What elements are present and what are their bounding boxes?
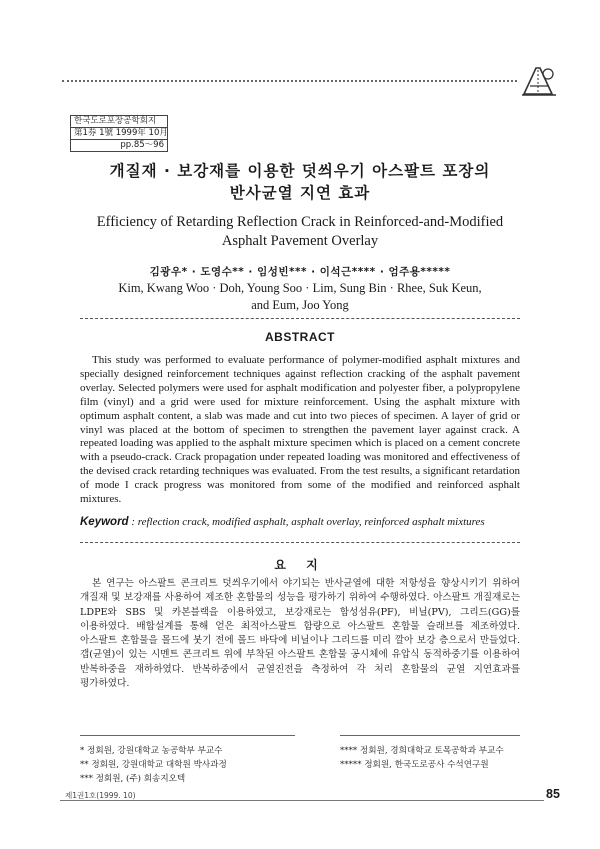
journal-name: 한국도로포장공학회지 bbox=[71, 116, 167, 128]
korean-title-line1: 개질재 · 보강재를 이용한 덧씌우기 아스팔트 포장의 bbox=[109, 162, 491, 180]
footnote-rule-left bbox=[80, 735, 295, 736]
korean-title bbox=[0, 160, 600, 204]
footnote-rule-right bbox=[340, 735, 520, 736]
journal-logo-icon bbox=[520, 64, 558, 98]
korean-title-line2: 반사균열 지연 효과 bbox=[229, 184, 371, 202]
abstract-top-rule bbox=[80, 318, 520, 319]
footnote-item: *** 정회원, (주) 회송지오텍 bbox=[80, 774, 186, 784]
footnotes-left bbox=[80, 744, 227, 786]
authors-english bbox=[0, 280, 600, 314]
authors-english-line2: and Eum, Joo Yong bbox=[251, 298, 349, 312]
footer-issue: 제1권1호(1999. 10) bbox=[65, 791, 136, 800]
keywords-bottom-rule bbox=[80, 542, 520, 543]
page-number: 85 bbox=[546, 787, 560, 801]
journal-info-box bbox=[70, 115, 168, 152]
summary-text: 본 연구는 아스팔트 콘크리트 덧씌우기에서 야기되는 반사균열에 대한 저항성을 향상시키기 위하여 개질재 및 보강재를 사용하여 제조한 혼합물의 성능을 평가하기 위하여 수행하였다. 아스팔트 개질재로는 LDPE와 SBS 및 카본블랙을 이용하였고, 보강재로는 합성섬유(PF), 비닐(PV), 그리드(GG)를 이용하였다. 배합설계를 통해 얻은 최적아스팔트 함량으로 아스팔트 혼합물 슬래브를 제조하였다. 아스팔트 혼합물을 몰드에 붓기 전에 몰드 바닥에 비닐이나 그리드를 미리 깔아 보강 층으로서 만들었다. 갭(균열)이 있는 시멘트 콘크리트 위에 부착된 아스팔트 혼합물 공시체에 유압식 동적하중기를 이용하여 반복하중을 재하하였다. 반복하중에서 균열진전을 측정하여 각 처리 혼합물의 균열 지연효과를 평가하였다. bbox=[80, 578, 520, 690]
english-title bbox=[0, 213, 600, 251]
summary-heading: 요 지 bbox=[274, 558, 326, 572]
footnote-item: **** 정회원, 경희대학교 토목공학과 부교수 bbox=[340, 746, 504, 756]
abstract-heading: ABSTRACT bbox=[265, 330, 335, 344]
english-title-line2: Asphalt Pavement Overlay bbox=[221, 233, 379, 249]
abstract-text: This study was performed to evaluate performance of polymer-modified asphalt mixtures and specially designed reinforcement techniques against reflection cracking of the asphalt pavement overlay. Selected polymers were used for asphalt modification and polyester fiber, a polypropylene film (vinyl) and a grid were used for mixture reinforcement. Using the asphalt mixture with optimum asphalt content, a slab was made and cut into two pieces of specimen. A layer of grid or vinyl was placed at the bottom of specimen to strengthen the pavement layer against crack. A repeated loading was applied to the asphalt mixture specimen which is placed on a cement concrete with a pseudo-crack. Crack propagation under repeated loading was monitored and effectiveness of the devised crack retarding techniques was evaluated. From the test results, a significant retardation of mode I crack progress was monitored from some of the modified and reinforced asphalt mixtures. bbox=[80, 354, 520, 506]
keywords-text: : reflection crack, modified asphalt, asphalt overlay, reinforced asphalt mixtures bbox=[131, 516, 485, 528]
journal-volume-issue: 第1券 1號 1999年 10月 bbox=[71, 128, 167, 140]
english-title-line1: Efficiency of Retarding Reflection Crack in Reinforced-and-Modified bbox=[96, 214, 504, 230]
footnotes-right bbox=[340, 744, 504, 772]
footnote-item: ***** 정회원, 한국도로공사 수석연구원 bbox=[340, 760, 489, 770]
journal-pages: pp.85～96 bbox=[120, 140, 164, 150]
keywords-line bbox=[80, 516, 540, 528]
footnote-item: ** 정회원, 강원대학교 대학원 박사과정 bbox=[80, 760, 227, 770]
top-dotted-rule bbox=[62, 80, 517, 82]
footer-rule bbox=[60, 800, 544, 801]
authors-korean: 김광우* · 도영수** · 임성빈*** · 이석근**** · 엄주용***** bbox=[149, 266, 451, 278]
authors-english-line1: Kim, Kwang Woo · Doh, Young Soo · Lim, Sung Bin · Rhee, Suk Keun, bbox=[118, 281, 482, 295]
footnote-item: * 정회원, 강원대학교 농공학부 부교수 bbox=[80, 746, 223, 756]
keywords-label: Keyword bbox=[80, 516, 129, 528]
